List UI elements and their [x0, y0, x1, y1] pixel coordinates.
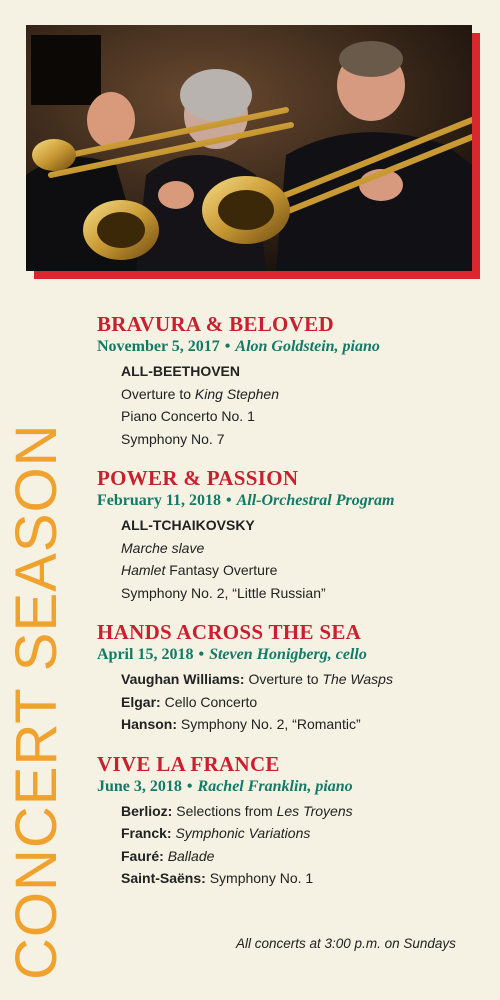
program-item — [121, 582, 487, 605]
bullet-separator: • — [186, 777, 193, 795]
concert-title: VIVE LA FRANCE — [97, 751, 280, 776]
concert-date-line — [97, 776, 487, 797]
concert-season-vertical-title: CONCERT SEASON — [4, 423, 69, 980]
composer-name: Hanson: — [121, 716, 177, 732]
concert-date-line — [97, 490, 487, 511]
program-item — [121, 559, 487, 582]
concert-title: POWER & PASSION — [97, 466, 299, 490]
concert-list — [97, 312, 487, 906]
concert-date-line — [97, 336, 487, 357]
program-item — [121, 383, 487, 406]
program-item — [121, 360, 487, 383]
program-item — [121, 713, 487, 736]
concert-block — [97, 752, 487, 890]
program-list — [121, 668, 487, 736]
program-item — [121, 800, 487, 823]
composer-name: Berlioz: — [121, 802, 173, 819]
work-title: Ballade — [167, 847, 215, 864]
footer-note: All concerts at 3:00 p.m. on Sundays — [236, 936, 456, 951]
concert-block — [97, 620, 487, 736]
concert-date: November 5, 2017 — [97, 338, 220, 355]
program-item — [121, 845, 487, 868]
concert-block — [97, 312, 487, 450]
concert-date: February 11, 2018 — [97, 492, 221, 509]
composer-name: Franck: — [121, 825, 172, 841]
program-item — [121, 537, 487, 560]
program-item — [121, 514, 487, 537]
work-text: Symphony No. 7 — [121, 430, 225, 447]
program-heading: ALL-TCHAIKOVSKY — [121, 517, 255, 533]
composer-name: Fauré: — [121, 847, 164, 864]
work-text: Symphony No. 1 — [205, 870, 314, 886]
bullet-separator: • — [224, 338, 231, 355]
composer-name: Elgar: — [121, 693, 161, 710]
bullet-separator: • — [198, 646, 205, 663]
work-text: Symphony No. 2, “Little Russian” — [121, 584, 326, 601]
work-title: Les Troyens — [276, 802, 353, 819]
bullet-separator: • — [226, 492, 232, 509]
concert-title: BRAVURA & BELOVED — [97, 312, 334, 336]
work-text: Cello Concerto — [160, 693, 258, 710]
program-item — [121, 405, 487, 428]
concert-performer: Alon Goldstein, piano — [235, 338, 380, 355]
concert-block — [97, 466, 487, 604]
work-text: Fantasy Overture — [165, 562, 278, 578]
concert-date: June 3, 2018 — [97, 777, 182, 795]
work-title: The Wasps — [322, 671, 393, 687]
concert-date-line — [97, 644, 487, 665]
work-title: King Stephen — [194, 385, 279, 402]
work-text: Overture to — [244, 671, 323, 687]
work-text: Overture to — [121, 385, 195, 402]
work-text: Piano Concerto No. 1 — [121, 408, 255, 424]
work-title: Marche slave — [121, 539, 205, 556]
program-list — [121, 800, 487, 890]
concert-date: April 15, 2018 — [97, 646, 194, 663]
concert-performer: Rachel Franklin, piano — [197, 777, 353, 795]
trombone-players-image — [26, 25, 472, 271]
concert-title: HANDS ACROSS THE SEA — [97, 620, 362, 644]
concert-performer: Steven Honigberg, cello — [209, 646, 367, 663]
composer-name: Saint-Saëns: — [121, 870, 206, 886]
brass-section-photo — [26, 25, 472, 271]
concert-performer: All-Orchestral Program — [236, 492, 395, 509]
program-item — [121, 691, 487, 714]
work-title: Hamlet — [121, 562, 166, 578]
work-title: Symphonic Variations — [175, 825, 311, 841]
program-item — [121, 867, 487, 890]
program-item — [121, 428, 487, 451]
program-list — [121, 360, 487, 450]
program-item — [121, 822, 487, 845]
work-text: Selections from — [172, 802, 277, 819]
program-heading: ALL-BEETHOVEN — [121, 363, 240, 379]
program-list — [121, 514, 487, 604]
work-text: Symphony No. 2, “Romantic” — [177, 716, 361, 732]
program-item — [121, 668, 487, 691]
composer-name: Vaughan Williams: — [121, 671, 245, 687]
